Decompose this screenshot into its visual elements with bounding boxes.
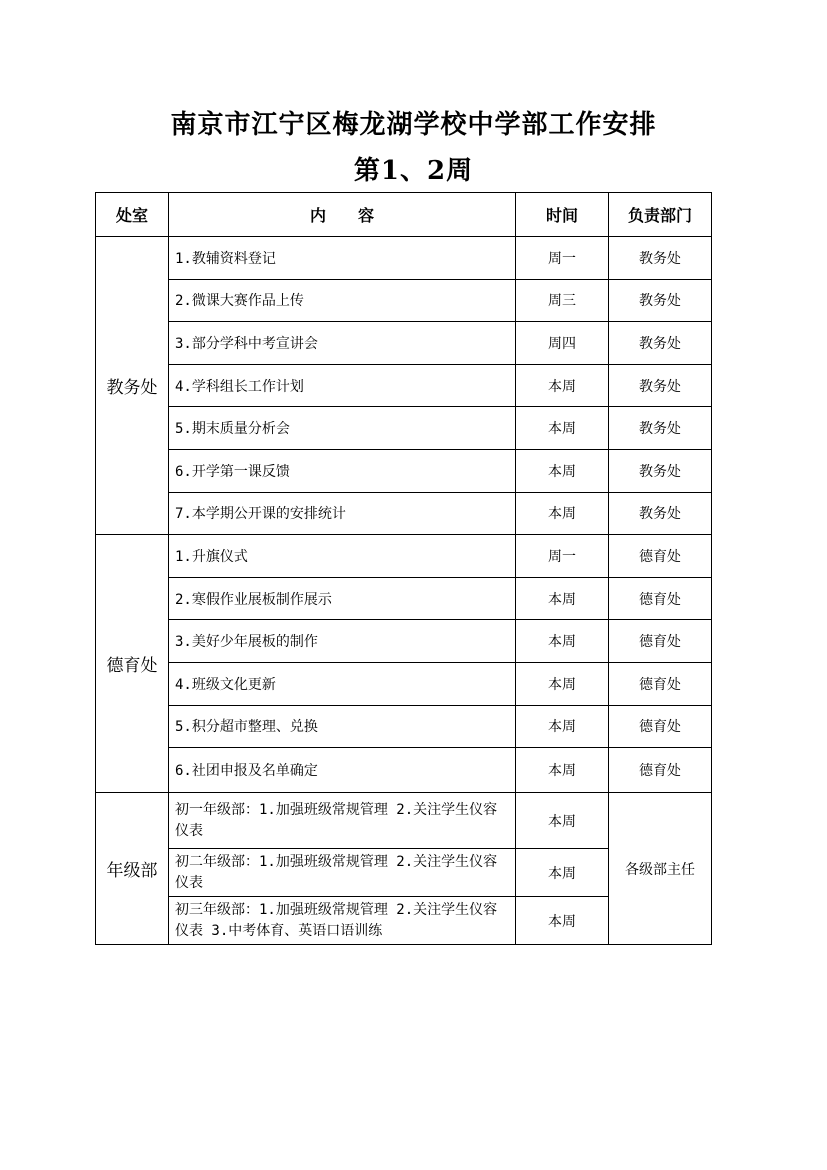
dept-cell: 年级部 xyxy=(96,793,169,945)
header-content: 内 容 xyxy=(169,193,516,237)
table-row xyxy=(96,449,712,492)
header-time: 时间 xyxy=(516,193,609,237)
content-cell: 3.部分学科中考宣讲会 xyxy=(169,322,516,365)
resp-cell: 德育处 xyxy=(609,705,712,748)
table-row xyxy=(96,322,712,365)
time-cell: 本周 xyxy=(516,662,609,705)
resp-cell: 教务处 xyxy=(609,279,712,322)
table-row xyxy=(96,237,712,280)
header-dept: 处室 xyxy=(96,193,169,237)
resp-cell: 德育处 xyxy=(609,748,712,793)
content-cell: 1.升旗仪式 xyxy=(169,535,516,578)
table-row xyxy=(96,748,712,793)
time-cell: 本周 xyxy=(516,492,609,535)
content-cell: 初一年级部：1.加强班级常规管理 2.关注学生仪容仪表 xyxy=(169,793,516,849)
time-cell: 周三 xyxy=(516,279,609,322)
resp-cell: 教务处 xyxy=(609,364,712,407)
resp-cell: 教务处 xyxy=(609,407,712,450)
table-row xyxy=(96,620,712,663)
time-cell: 本周 xyxy=(516,748,609,793)
content-cell: 7.本学期公开课的安排统计 xyxy=(169,492,516,535)
resp-cell: 德育处 xyxy=(609,577,712,620)
table-row xyxy=(96,577,712,620)
time-cell: 本周 xyxy=(516,577,609,620)
time-cell: 本周 xyxy=(516,407,609,450)
time-cell: 本周 xyxy=(516,364,609,407)
time-cell: 本周 xyxy=(516,449,609,492)
schedule-table xyxy=(95,192,712,945)
content-cell: 2.寒假作业展板制作展示 xyxy=(169,577,516,620)
table-header-row xyxy=(96,193,712,237)
table-row xyxy=(96,793,712,849)
table-row xyxy=(96,364,712,407)
content-cell: 初二年级部：1.加强班级常规管理 2.关注学生仪容仪表 xyxy=(169,849,516,897)
page-title: 南京市江宁区梅龙湖学校中学部工作安排 xyxy=(170,110,657,140)
resp-cell: 教务处 xyxy=(609,492,712,535)
dept-cell: 德育处 xyxy=(96,535,169,793)
resp-cell: 德育处 xyxy=(609,620,712,663)
content-cell: 3.美好少年展板的制作 xyxy=(169,620,516,663)
page-subtitle: 第1、2周 xyxy=(353,156,474,186)
content-cell: 5.积分超市整理、兑换 xyxy=(169,705,516,748)
time-cell: 本周 xyxy=(516,849,609,897)
table-row xyxy=(96,279,712,322)
time-cell: 本周 xyxy=(516,620,609,663)
time-cell: 周四 xyxy=(516,322,609,365)
dept-cell: 教务处 xyxy=(96,237,169,535)
content-cell: 1.教辅资料登记 xyxy=(169,237,516,280)
table-row xyxy=(96,492,712,535)
content-cell: 5.期末质量分析会 xyxy=(169,407,516,450)
table-row xyxy=(96,407,712,450)
content-cell: 4.班级文化更新 xyxy=(169,662,516,705)
table-row xyxy=(96,662,712,705)
resp-cell: 教务处 xyxy=(609,237,712,280)
content-cell: 初三年级部：1.加强班级常规管理 2.关注学生仪容仪表 3.中考体育、英语口语训练 xyxy=(169,897,516,945)
time-cell: 本周 xyxy=(516,793,609,849)
resp-cell: 德育处 xyxy=(609,662,712,705)
content-cell: 6.社团申报及名单确定 xyxy=(169,748,516,793)
resp-cell: 德育处 xyxy=(609,535,712,578)
content-cell: 6.开学第一课反馈 xyxy=(169,449,516,492)
time-cell: 周一 xyxy=(516,535,609,578)
table-row xyxy=(96,705,712,748)
resp-cell: 各级部主任 xyxy=(609,793,712,945)
time-cell: 本周 xyxy=(516,705,609,748)
table-row xyxy=(96,535,712,578)
time-cell: 周一 xyxy=(516,237,609,280)
header-resp: 负责部门 xyxy=(609,193,712,237)
resp-cell: 教务处 xyxy=(609,322,712,365)
content-cell: 4.学科组长工作计划 xyxy=(169,364,516,407)
content-cell: 2.微课大赛作品上传 xyxy=(169,279,516,322)
time-cell: 本周 xyxy=(516,897,609,945)
resp-cell: 教务处 xyxy=(609,449,712,492)
